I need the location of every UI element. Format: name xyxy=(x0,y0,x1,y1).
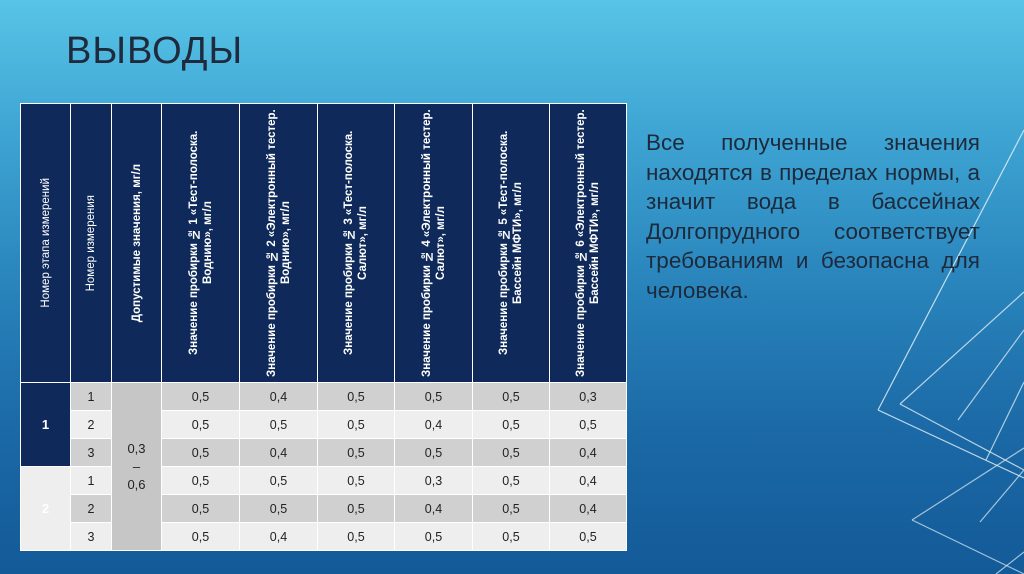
value-cell: 0,5 xyxy=(550,523,627,551)
value-cell: 0,5 xyxy=(162,523,240,551)
stage-cell: 1 xyxy=(21,383,71,467)
header-tube-4: Значение пробирки № 4 «Электронный тестер. Салют», мг/л xyxy=(395,104,473,383)
value-cell: 0,5 xyxy=(395,383,473,411)
value-cell: 0,5 xyxy=(318,439,395,467)
measurement-number-cell: 3 xyxy=(71,523,112,551)
value-cell: 0,3 xyxy=(395,467,473,495)
allowed-low: 0,3 xyxy=(127,440,146,456)
table-row xyxy=(21,467,627,495)
header-tube-2: Значение пробирки № 2 «Электронный тестер. Воднию», мг/л xyxy=(240,104,318,383)
conclusion-text: Все полученные значения находятся в пределах нормы, а значит вода в бассейнах Долгопрудного соответствует требованиям и безопасна для человека. xyxy=(646,130,980,303)
value-cell: 0,4 xyxy=(240,523,318,551)
measurement-number-cell: 3 xyxy=(71,439,112,467)
header-measurement-number: Номер измерения xyxy=(71,104,112,383)
value-cell: 0,5 xyxy=(240,467,318,495)
value-cell: 0,4 xyxy=(395,411,473,439)
measurement-number-cell: 1 xyxy=(71,467,112,495)
header-tube-3: Значение пробирки № 3 «Тест-полоска. Салют», мг/л xyxy=(318,104,395,383)
allowed-range-cell xyxy=(112,383,162,551)
value-cell: 0,4 xyxy=(550,439,627,467)
value-cell: 0,5 xyxy=(473,383,550,411)
value-cell: 0,5 xyxy=(318,495,395,523)
value-cell: 0,5 xyxy=(162,383,240,411)
header-tube-1: Значение пробирки № 1 «Тест-полоска. Воднию», мг/л xyxy=(162,104,240,383)
value-cell: 0,5 xyxy=(162,467,240,495)
header-stage-number: Номер этапа измерений xyxy=(21,104,71,383)
table-row xyxy=(21,411,627,439)
allowed-dash: – xyxy=(132,458,141,474)
value-cell: 0,5 xyxy=(162,439,240,467)
table-row xyxy=(21,383,627,411)
measurement-table xyxy=(20,103,627,551)
table-row xyxy=(21,439,627,467)
value-cell: 0,5 xyxy=(473,411,550,439)
measurement-number-cell: 2 xyxy=(71,411,112,439)
table-row xyxy=(21,523,627,551)
value-cell: 0,5 xyxy=(550,411,627,439)
allowed-high: 0,6 xyxy=(127,476,146,492)
measurement-number-cell: 1 xyxy=(71,383,112,411)
value-cell: 0,5 xyxy=(162,495,240,523)
value-cell: 0,5 xyxy=(318,523,395,551)
stage-cell: 2 xyxy=(21,467,71,551)
value-cell: 0,5 xyxy=(318,411,395,439)
header-tube-5: Значение пробирки № 5 «Тест-полоска. Бассейн МФТИ», мг/л xyxy=(473,104,550,383)
value-cell: 0,4 xyxy=(550,467,627,495)
slide-title: ВЫВОДЫ xyxy=(66,30,244,72)
value-cell: 0,5 xyxy=(318,383,395,411)
table-header-row xyxy=(21,104,627,383)
measurement-number-cell: 2 xyxy=(71,495,112,523)
value-cell: 0,3 xyxy=(550,383,627,411)
value-cell: 0,5 xyxy=(395,439,473,467)
value-cell: 0,5 xyxy=(395,523,473,551)
value-cell: 0,4 xyxy=(395,495,473,523)
table-row xyxy=(21,495,627,523)
value-cell: 0,5 xyxy=(162,411,240,439)
header-tube-6: Значение пробирки № 6 «Электронный тестер. Бассейн МФТИ», мг/л xyxy=(550,104,627,383)
value-cell: 0,5 xyxy=(240,411,318,439)
value-cell: 0,5 xyxy=(473,467,550,495)
value-cell: 0,4 xyxy=(240,439,318,467)
value-cell: 0,5 xyxy=(473,495,550,523)
value-cell: 0,4 xyxy=(550,495,627,523)
header-allowed-values: Допустимые значения, мг/л xyxy=(112,104,162,383)
value-cell: 0,5 xyxy=(473,523,550,551)
value-cell: 0,5 xyxy=(318,467,395,495)
value-cell: 0,5 xyxy=(240,495,318,523)
value-cell: 0,4 xyxy=(240,383,318,411)
value-cell: 0,5 xyxy=(473,439,550,467)
